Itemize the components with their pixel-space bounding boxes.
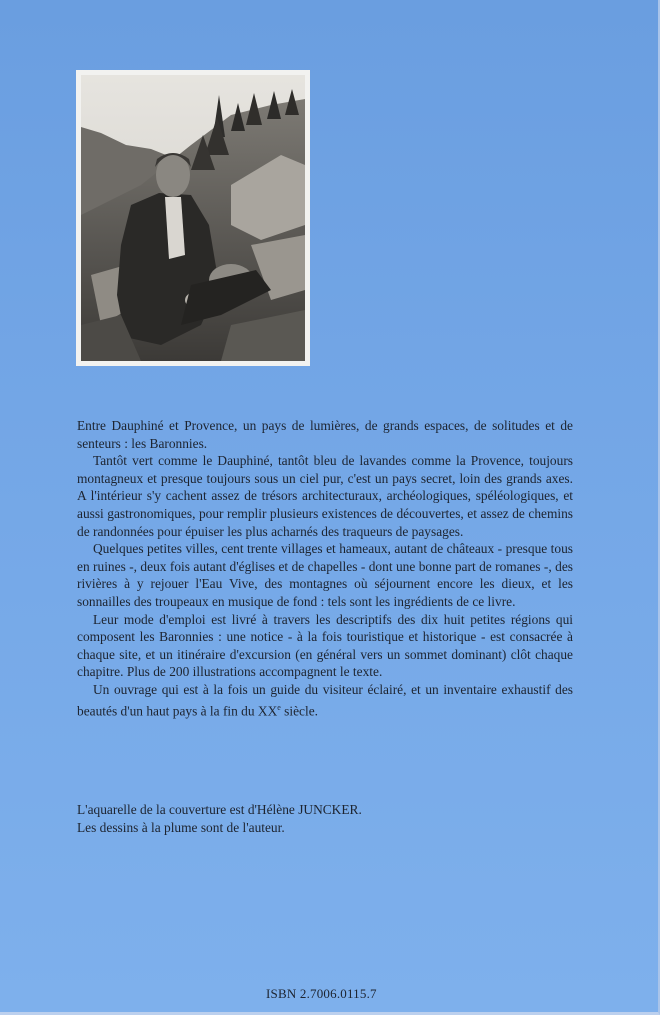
blurb-paragraph-3: Quelques petites villes, cent trente villages et hameaux, autant de châteaux - presque tous en ruines -, deux fois autant d'églises et de chapelles - dont une bonne part de romanes -, des rivières à y rejouer l'Eau Vive, des montagnes où séjournent encore les dieux, et les sonnailles des troupeaux en musique de fond : tels sont les ingrédients de ce livre. xyxy=(77,541,573,609)
cover-watercolor-credit: L'aquarelle de la couverture est d'Hélène JUNCKER. xyxy=(77,802,362,817)
pen-drawings-credit: Les dessins à la plume sont de l'auteur. xyxy=(77,820,285,835)
blurb-paragraph-5-tail: siècle. xyxy=(280,702,318,718)
blurb-paragraph-5 xyxy=(77,681,573,720)
author-photo xyxy=(81,75,305,361)
isbn-number: ISBN 2.7006.0115.7 xyxy=(266,986,377,1001)
author-photo-frame xyxy=(76,70,310,366)
blurb-paragraph-2: Tantôt vert comme le Dauphiné, tantôt bleu de lavandes comme la Provence, toujours montagneux et presque toujours sous un ciel pur, c'est un pays secret, loin des grands axes. A l'intérieur s'y cachent assez de trésors architecturaux, archéologiques, spéléologiques, et aussi gastronomiques, pour remplir plusieurs existences de découvertes, et assez de chemins de randonnées pour épuiser les plus acharnés des traqueurs de paysages. xyxy=(77,453,573,539)
century-superscript: e xyxy=(277,702,281,712)
blurb-text xyxy=(77,417,573,720)
illustration-credits xyxy=(77,801,477,837)
blurb-paragraph-1: Entre Dauphiné et Provence, un pays de lumières, de grands espaces, de solitudes et de senteurs : les Baronnies. xyxy=(77,418,573,451)
blurb-paragraph-5-text: Un ouvrage qui est à la fois un guide du visiteur éclairé, et un inventaire exhaustif des beautés d'un haut pays à la fin du XX xyxy=(77,681,573,718)
blurb-paragraph-4: Leur mode d'emploi est livré à travers les descriptifs des dix huit petites régions qui composent les Baronnies : une notice - à la fois touristique et historique - est consacrée à chaque site, et un itinéraire d'excursion (en général vers un sommet dominant) clôt chaque chapitre. Plus de 200 illustrations accompagnent le texte. xyxy=(77,611,573,680)
